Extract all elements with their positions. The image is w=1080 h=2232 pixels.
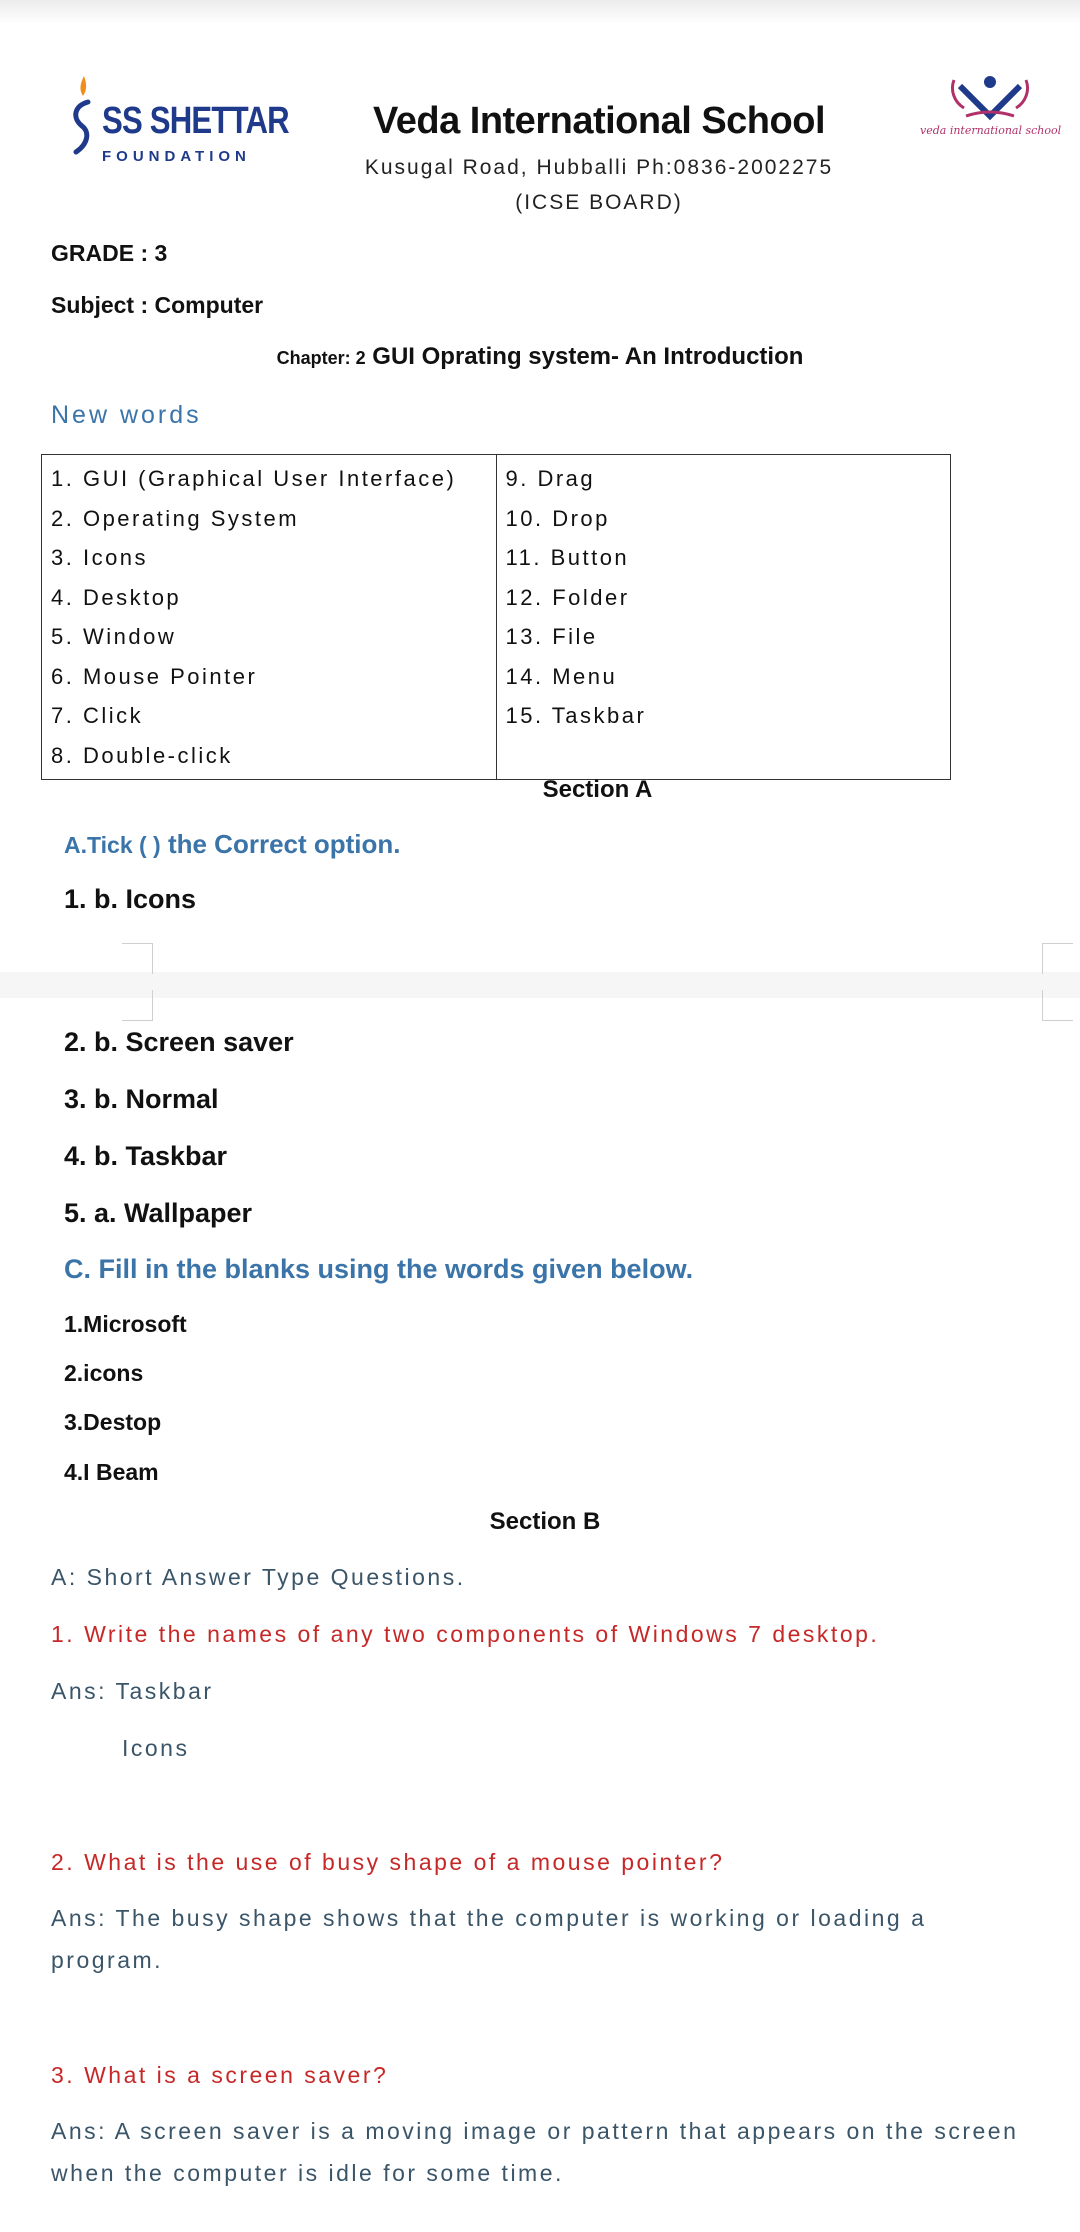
question-1: 1. Write the names of any two components of Windows 7 desktop. — [51, 1621, 880, 1647]
school-address: Kusugal Road, Hubballi Ph:0836-2002275 — [364, 156, 834, 179]
answer-item: 5. a. Wallpaper — [64, 1198, 253, 1228]
word-item: 11. Button — [505, 545, 630, 570]
subject-label: Subject : Computer — [51, 292, 264, 318]
word-item: 15. Taskbar — [505, 703, 647, 728]
tick-instruction — [64, 829, 401, 860]
word-item: 2. Operating System — [51, 505, 300, 531]
tick-title: the Correct option. — [167, 829, 401, 859]
new-words-table — [41, 454, 951, 780]
question-3: 3. What is a screen saver? — [51, 2062, 389, 2088]
word-item: 4. Desktop — [51, 584, 182, 610]
short-answer-heading: A: Short Answer Type Questions. — [51, 1564, 466, 1590]
fill-answer: 2.icons — [64, 1360, 144, 1386]
tick-prefix: A.Tick ( ) — [64, 832, 161, 858]
word-item: 1. GUI (Graphical User Interface) — [51, 466, 457, 491]
answer-2: Ans: The busy shape shows that the computer is working or loading a program. — [51, 1905, 927, 1973]
answer-item: 1. b. Icons — [64, 884, 197, 914]
fill-answer: 4.I Beam — [64, 1459, 159, 1485]
school-name: Veda International School — [372, 100, 826, 142]
answer-item: 4. b. Taskbar — [64, 1141, 228, 1171]
grade-label: GRADE : 3 — [51, 240, 168, 266]
answer-1-line1: Ans: Taskbar — [51, 1678, 214, 1704]
fill-answer: 1.Microsoft — [64, 1311, 187, 1337]
answer-item: 3. b. Normal — [64, 1084, 219, 1114]
word-item: 13. File — [505, 624, 598, 649]
word-item: 5. Window — [51, 624, 177, 649]
answer-1-line2: Icons — [122, 1735, 190, 1761]
new-words-heading: New words — [51, 401, 202, 429]
word-item: 6. Mouse Pointer — [51, 663, 258, 689]
crop-mark — [122, 990, 153, 1021]
word-item: 10. Drop — [505, 505, 610, 531]
words-column-right — [496, 455, 951, 780]
word-item: 3. Icons — [51, 545, 149, 570]
word-item: 14. Menu — [505, 663, 618, 689]
section-a-title: Section A — [542, 776, 653, 803]
fill-answer: 3.Destop — [64, 1409, 162, 1435]
logo-line2: FOUNDATION — [102, 148, 251, 165]
chapter-prefix: Chapter: 2 — [276, 348, 366, 368]
chapter-name: GUI Oprating system- An Introduction — [372, 343, 804, 370]
school-board: (ICSE BOARD) — [515, 191, 683, 214]
crop-mark — [122, 943, 153, 974]
word-item: 12. Folder — [505, 584, 630, 610]
section-b-title: Section B — [489, 1508, 601, 1535]
page-gap — [0, 972, 1080, 998]
fill-blanks-title: C. Fill in the blanks using the words given below. — [64, 1254, 694, 1284]
logo-line1: SS SHETTAR — [102, 100, 289, 142]
answer-item: 2. b. Screen saver — [64, 1027, 294, 1057]
word-item: 8. Double-click — [51, 742, 233, 768]
chapter-title — [0, 343, 1080, 371]
answer-3: Ans: A screen saver is a moving image or pattern that appears on the screen when the computer is idle for some time. — [51, 2118, 1019, 2186]
top-shadow — [0, 0, 1080, 24]
word-item: 9. Drag — [505, 466, 596, 491]
question-2: 2. What is the use of busy shape of a mouse pointer? — [51, 1849, 725, 1875]
word-item: 7. Click — [51, 703, 144, 728]
logo-school-text: veda international school — [920, 124, 1062, 137]
words-column-left — [42, 455, 497, 780]
crop-mark — [1042, 943, 1073, 974]
crop-mark — [1042, 990, 1073, 1021]
